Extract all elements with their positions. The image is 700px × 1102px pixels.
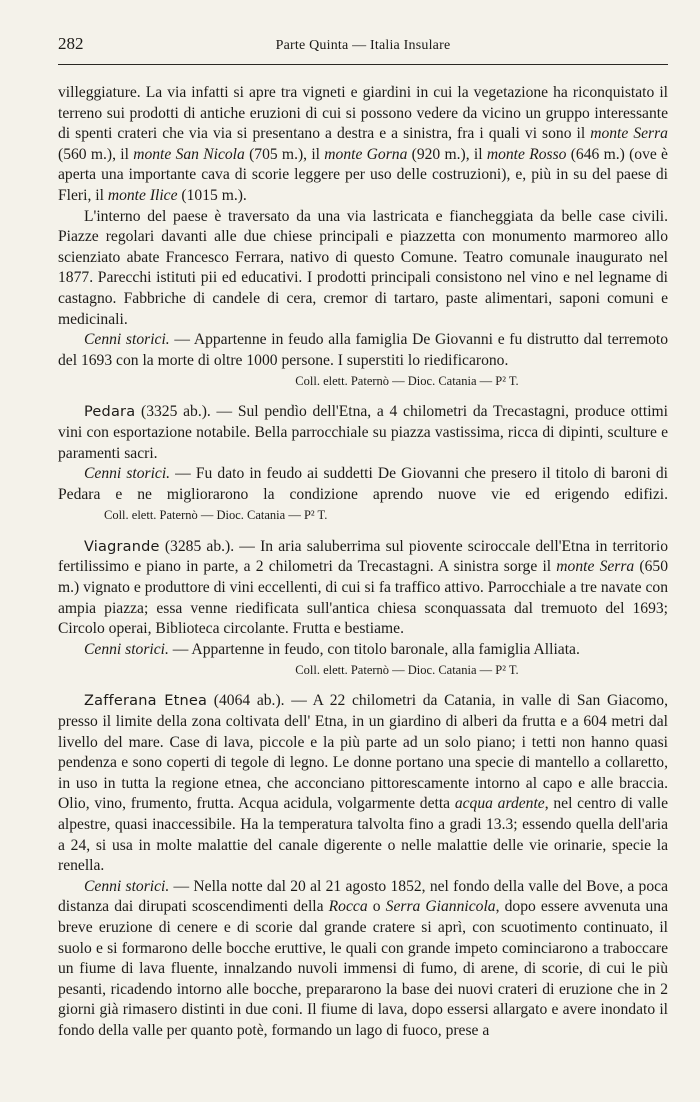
zafferana-name: Zafferana Etnea	[84, 693, 208, 710]
viagrande-admin-line: Coll. elett. Paternò — Dioc. Catania — P² T.	[295, 663, 519, 678]
pedara-name: Pedara	[84, 404, 136, 421]
viagrande-history: Cenni storici. — Appartenne in feudo, con titolo baronale, alla famiglia Alliata.	[84, 640, 580, 658]
viagrande-entry: Viagrande (3285 ab.). — In aria saluberrima sul piovente sciroccale dell'Etna in territorio fertilissimo e piano in parte, a 2 chilometri da Trecastagni. A sinistra sorge il monte Serra (650 m.) vignato e produttore di vini eccellenti, di cui si fa traffico attivo. Parrocchiale a tre navate con ampia piazza; essa venne riedificata sull'antica chiesa sconquassata dal tremuoto del 1693; Circolo operai, Biblioteca circolante. Frutta e bestiame.	[58, 537, 668, 638]
pedara-history: Cenni storici. — Fu dato in feudo ai suddetti De Giovanni che presero il titolo di baroni di Pedara e ne migliorarono la condizione aprendo nuove vie ed erigendo edifizi.Coll. elett. Paternò — Dioc. Catania — P² T.	[58, 464, 668, 526]
zafferana-entry: Zafferana Etnea (4064 ab.). — A 22 chilometri da Catania, in valle di San Giacomo, presso il limite della zona coltivata dell' Etna, in un giardino di alberi da frutta e a 604 metri dal livello del mare. Case di lava, piccole e la più parte ad un solo piano; i tetti non hanno quasi pendenza e sono coperti di tegole di legno. Le donne portano una specie di mantello a collaretto, in uso in tutta la regione etnea, che acconciano pittorescamente intorno al capo e alle braccia. Olio, vino, frumento, frutta. Acqua acidula, volgarmente detta acqua ardente, nel centro di valle alpestre, quasi inaccessibile. Ha la temperatura talvolta fino a gradi 13.3; essendo quella dell'aria a 24, si usa in molte malattie del canale digerente o nelle malattie delle vie orinarie, specie la renella.	[58, 692, 669, 875]
pedara-admin-line: Coll. elett. Paternò — Dioc. Catania — P² T.	[104, 508, 328, 523]
zafferana-history: Cenni storici. — Nella notte dal 20 al 21 agosto 1852, nel fondo della valle del Bove, a poca distanza dai dirupati scoscendimenti della Rocca o Serra Giannicola, dopo essere avvenuta una breve eruzione di cenere e di scorie dal grande cratere si aprì, con scuotimento continuato, il suolo e si formarono delle bocche eruttive, le quali con grande impeto cominciarono a traboccare un fiume di lava fluente, innalzando nuvoli immensi di fumo, di arene, di scorie, di cui le più pesanti, ricadendo intorno alle bocche, prepararono la base dei nuovi crateri di eruzione che in 2 giorni già rimasero distinti in due coni. Il fiume di lava, dopo essersi allargato e avere inondato il fondo della valle per quanto potè, formando un lago di fuoco, prese a	[58, 877, 669, 1039]
trecastagni-admin-line: Coll. elett. Paternò — Dioc. Catania — P² T.	[295, 374, 519, 389]
page-body	[58, 83, 668, 1042]
trecastagni-paragraph-1: villeggiature. La via infatti si apre tra vigneti e giardini in cui la vegetazione ha riconquistato il terreno sui prodotti di antiche eruzioni di cui si possono vedere da vicino un gruppo interessante di spenti crateri che via via si presentano a destra e a sinistra, fra i quali vi sono il monte Serra (560 m.), il monte San Nicola (705 m.), il monte Gorna (920 m.), il monte Rosso (646 m.) (ove è aperta una importante cava di scorie leggere per uso delle costruzioni), e, più in su del paese di Fleri, il monte Ilice (1015 m.).	[58, 84, 668, 204]
page-header	[58, 34, 668, 56]
viagrande-name: Viagrande	[84, 538, 160, 555]
pedara-entry: Pedara (3325 ab.). — Sul pendìo dell'Etna, a 4 chilometri da Trecastagni, produce ottimi vini con esportazione notabile. Bella parrocchiale su piazza vastissima, ricca di dipinti, sculture e paramenti sacri.	[58, 403, 668, 462]
trecastagni-history: Cenni storici. — Appartenne in feudo alla famiglia De Giovanni e fu distrutto dal terremoto del 1693 con la morte di oltre 1000 persone. I superstiti lo riedificarono.	[58, 331, 669, 369]
trecastagni-paragraph-2: L'interno del paese è traversato da una via lastricata e fiancheggiata da belle case civili. Piazze regolari davanti alle due chiese principali e piazzetta con monumento marmoreo allo scienziato abate Francesco Ferrara, nativo di questo Comune. Teatro comunale inaugurato nel 1877. Parecchi istituti pii ed educativi. I prodotti principali consistono nel vino e nel legname di castagno. Fabbriche di candele di cera, cremor di tartaro, paste alimentari, saponi comuni e medicinali.	[58, 207, 668, 328]
running-title: Parte Quinta — Italia Insulare	[275, 38, 451, 53]
book-page	[58, 34, 668, 1042]
page-number: 282	[58, 34, 84, 53]
header-rule	[58, 64, 668, 65]
